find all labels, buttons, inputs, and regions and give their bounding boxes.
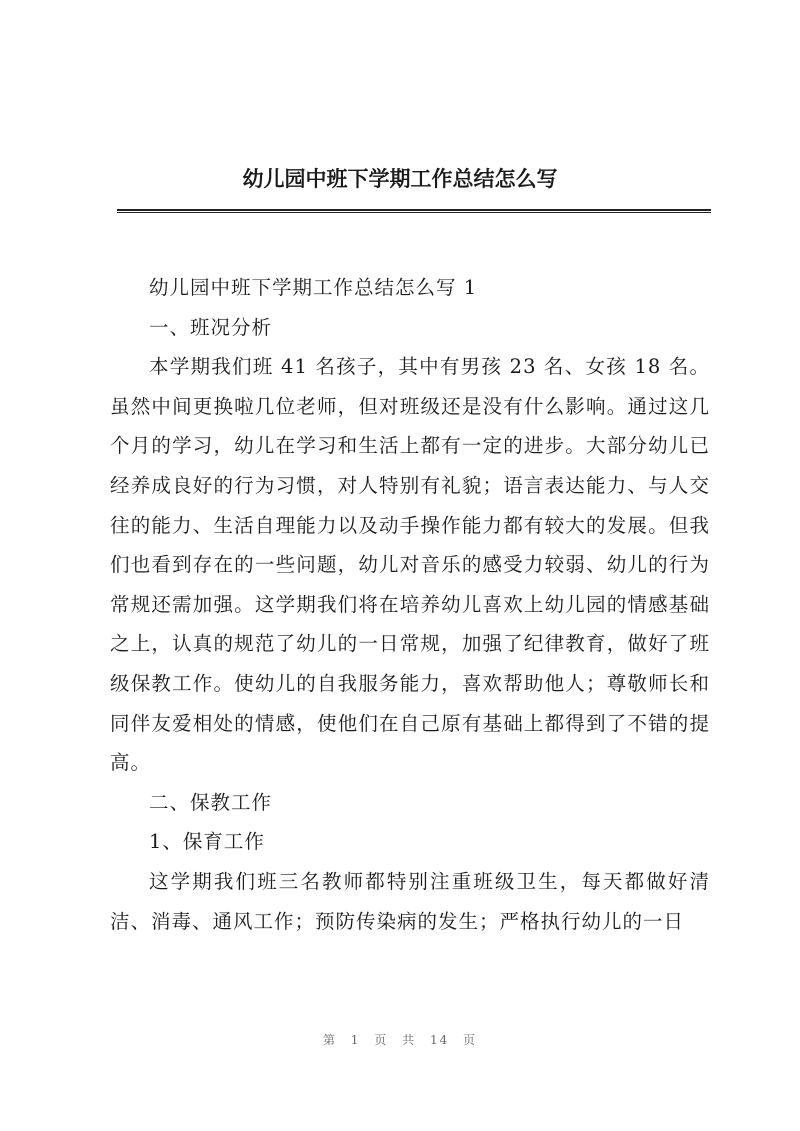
total-pages: 14 — [429, 1033, 450, 1047]
page-label: 第 — [322, 1033, 337, 1047]
page-unit: 页 — [374, 1033, 389, 1047]
subtitle-paragraph: 幼儿园中班下学期工作总结怎么写 1 — [149, 276, 478, 299]
document-body — [110, 268, 710, 941]
section-heading: 一、班况分析 — [149, 315, 273, 339]
section-heading: 二、保教工作 — [149, 790, 273, 814]
page-number: 1 — [350, 1033, 361, 1047]
body-paragraph: 本学期我们班 41 名孩子，其中有男孩 23 名、女孩 18 名。虽然中间更换啦几位老师，但对班级还是没有什么影响。通过这几个月的学习，幼儿在学习和生活上都有一定的进步。大部分幼儿已经养成良好的行为习惯，对人特别有礼貌；语言表达能力、与人交往的能力、生活自理能力以及动手操作能力都有较大的发展。但我们也看到存在的一些问题，幼儿对音乐的感受力较弱、幼儿的行为常规还需加强。这学期我们将在培养幼儿喜欢上幼儿园的情感基础之上，认真的规范了幼儿的一日常规，加强了纪律教育，做好了班级保教工作。使幼儿的自我服务能力，喜欢帮助他人；尊敬师长和同伴友爱相处的情感，使他们在自己原有基础上都得到了不错的提高。 — [110, 355, 710, 775]
page-title: 幼儿园中班下学期工作总结怎么写 — [242, 166, 558, 191]
total-label: 共 — [402, 1033, 417, 1047]
total-unit: 页 — [463, 1033, 478, 1047]
subsection-heading: 1、保育工作 — [149, 830, 265, 854]
body-paragraph: 这学期我们班三名教师都特别注重班级卫生，每天都做好清洁、消毒、通风工作；预防传染病的发生；严格执行幼儿的一日 — [110, 869, 710, 933]
title-divider — [117, 209, 711, 213]
page-footer — [0, 1031, 800, 1048]
